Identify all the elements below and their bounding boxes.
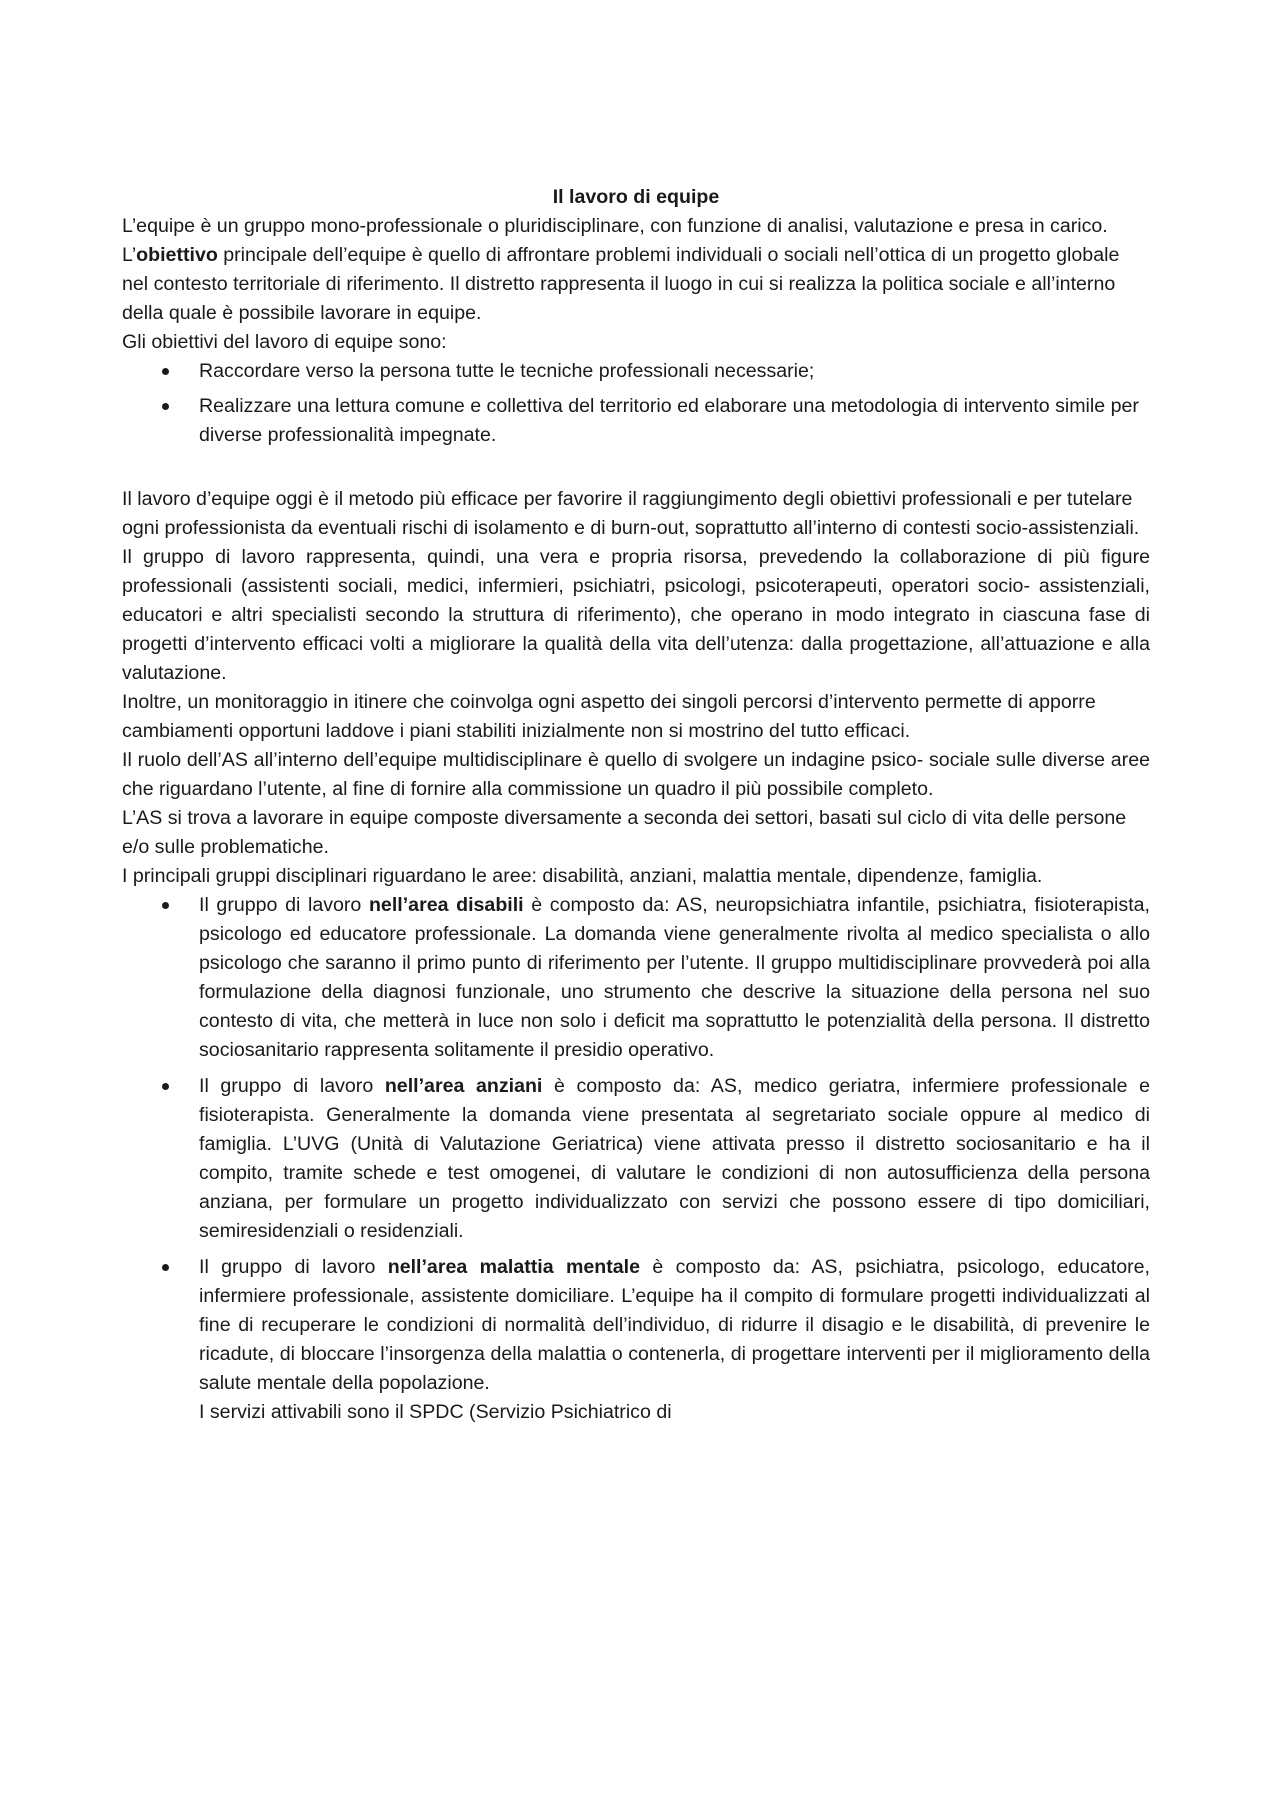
list-item: Raccordare verso la persona tutte le tecniche professionali necessarie; xyxy=(122,357,1150,386)
bullet-icon xyxy=(162,902,169,909)
list-item: Il gruppo di lavoro nell’area malattia mentale è composto da: AS, psichiatra, psicologo, educatore, infermiere professionale, assistente domiciliare. L’equipe ha il compito di formulare progetti individualizzati al fine di recuperare le condizioni di normalità dell’individuo, di ridurre il disagio e le disabilità, di prevenire le ricadute, di bloccare l’insorgenza della malattia o contenerla, di progettare interventi per il miglioramento della salute mentale della popolazione. I servizi attivabili sono il SPDC (Servizio Psichiatrico di xyxy=(122,1253,1150,1427)
areas-list xyxy=(122,891,1150,1427)
bullet-icon xyxy=(162,368,169,375)
truncated-line: I servizi attivabili sono il SPDC (Servizio Psichiatrico di xyxy=(199,1401,672,1423)
paragraph: Il ruolo dell’AS all’interno dell’equipe multidisciplinare è quello di svolgere un indagine psico- sociale sulle diverse aree che riguardano l’utente, al fine di fornire alla commissione un quadro il più possibile completo. xyxy=(122,749,1150,800)
list-item: Realizzare una lettura comune e collettiva del territorio ed elaborare una metodologia di intervento simile per diverse professionalità impegnate. xyxy=(122,392,1150,450)
bullet-icon xyxy=(162,403,169,410)
bullet-icon xyxy=(162,1264,169,1271)
paragraph: I principali gruppi disciplinari riguardano le aree: disabilità, anziani, malattia mentale, dipendenze, famiglia. xyxy=(122,865,1043,887)
bullet-icon xyxy=(162,1083,169,1090)
intro-text-1: L’equipe è un gruppo mono-professionale o pluridisciplinare, con funzione di analisi, valutazione e presa in carico. L’ xyxy=(122,215,1108,266)
intro-bold-obiettivo: obiettivo xyxy=(136,244,218,266)
paragraph: L’AS si trova a lavorare in equipe composte diversamente a seconda dei settori, basati sul ciclo di vita delle persone e/o sulle problematiche. xyxy=(122,807,1127,858)
document-title: Il lavoro di equipe xyxy=(552,186,720,208)
goals-list xyxy=(122,357,1150,450)
intro-paragraph xyxy=(122,212,1150,328)
list-item: Il gruppo di lavoro nell’area disabili è composto da: AS, neuropsichiatra infantile, psichiatra, fisioterapista, psicologo ed educatore professionale. La domanda viene generalmente rivolta al medico specialista o allo psicologo che saranno il primo punto di riferimento per l’utente. Il gruppo multidisciplinare provvederà poi alla formulazione della diagnosi funzionale, uno strumento che descrive la situazione della persona nel suo contesto di vita, che metterà in luce non solo i deficit ma soprattutto le potenzialità della persona. Il distretto sociosanitario rappresenta solitamente il presidio operativo. xyxy=(122,891,1150,1065)
spacer xyxy=(122,456,1150,485)
intro-text-2: principale dell’equipe è quello di affrontare problemi individuali o sociali nell’ottica di un progetto globale nel contesto territoriale di riferimento. Il distretto rappresenta il luogo in cui si realizza la politica sociale e all’interno della quale è possibile lavorare in equipe. xyxy=(122,244,1120,324)
goals-lead: Gli obiettivi del lavoro di equipe sono: xyxy=(122,331,447,353)
list-item: Il gruppo di lavoro nell’area anziani è composto da: AS, medico geriatra, infermiere professionale e fisioterapista. Generalmente la domanda viene presentata al segretariato sociale oppure al medico di famiglia. L’UVG (Unità di Valutazione Geriatrica) viene attivata presso il distretto sociosanitario e ha il compito, tramite schede e test omogenei, di valutare le condizioni di non autosufficienza della persona anziana, per formulare un progetto individualizzato con servizi che possono essere di tipo domiciliari, semiresidenziali o residenziali. xyxy=(122,1072,1150,1246)
paragraph: Inoltre, un monitoraggio in itinere che coinvolga ogni aspetto dei singoli percorsi d’intervento permette di apporre cambiamenti opportuni laddove i piani stabiliti inizialmente non si mostrino del tutto efficaci. xyxy=(122,691,1096,742)
paragraph: Il lavoro d’equipe oggi è il metodo più efficace per favorire il raggiungimento degli obiettivi professionali e per tutelare ogni professionista da eventuali rischi di isolamento e di burn-out, soprattutto all’interno di contesti socio-assistenziali. xyxy=(122,488,1140,539)
paragraph: Il gruppo di lavoro rappresenta, quindi, una vera e propria risorsa, prevedendo la collaborazione di più figure professionali (assistenti sociali, medici, infermieri, psichiatri, psicologi, psicoterapeuti, operatori socio- assistenziali, educatori e altri specialisti secondo la struttura di riferimento), che operano in modo integrato in ciascuna fase di progetti d’intervento efficaci volti a migliorare la qualità della vita dell’utenza: dalla progettazione, all’attuazione e alla valutazione. xyxy=(122,546,1150,684)
